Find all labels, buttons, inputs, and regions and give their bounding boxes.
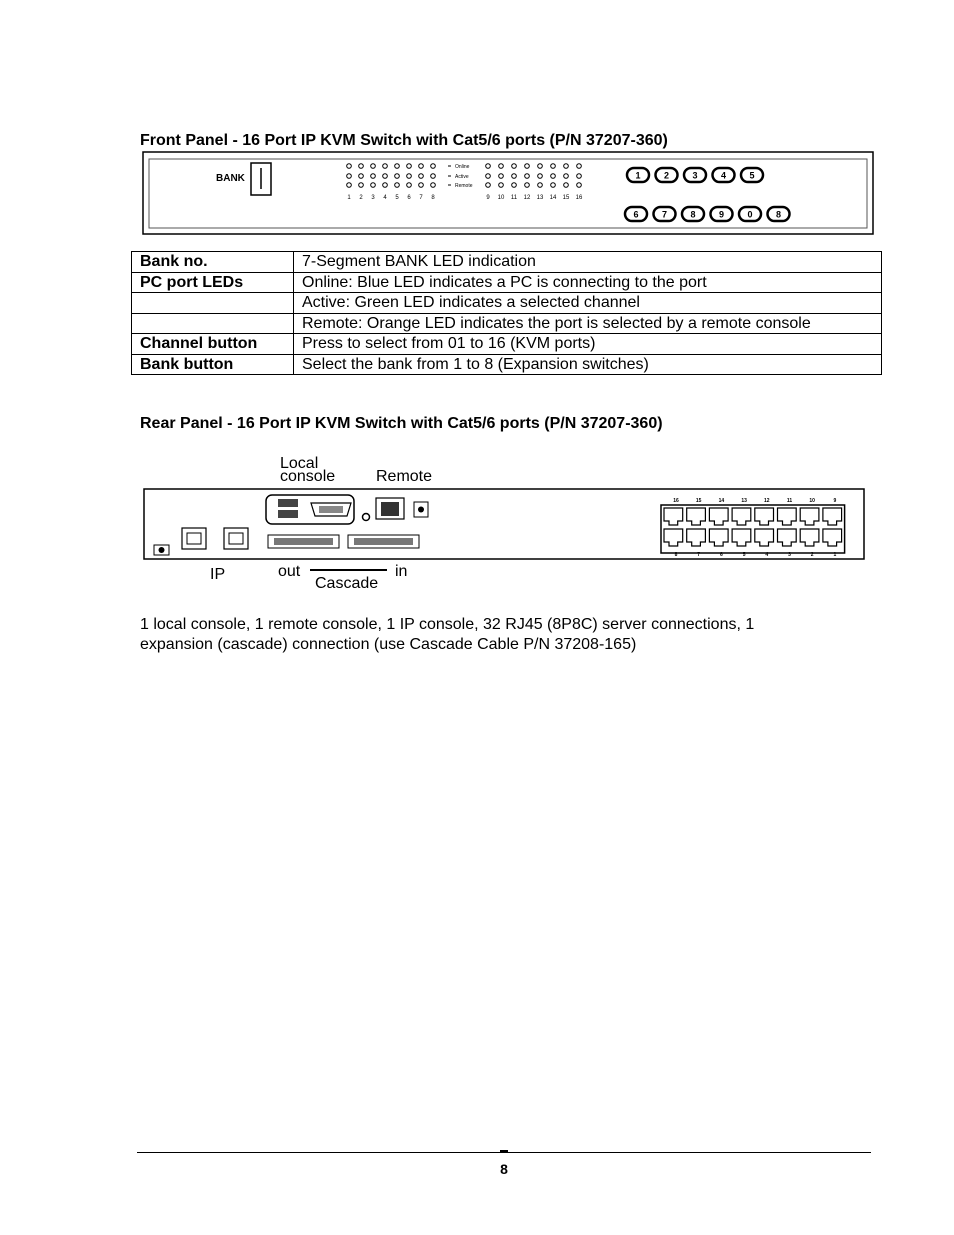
led-icon [564,164,569,169]
led-icon [407,183,412,188]
led-icon [525,164,530,169]
led-icon [538,174,543,179]
channel-button[interactable] [739,207,761,221]
led-icon [371,164,376,169]
led-icon [431,183,436,188]
led-icon [486,174,491,179]
channel-button-label: 5 [749,170,755,181]
led-icon [486,164,491,169]
spec-description: Select the bank from 1 to 8 (Expansion switches) [294,354,882,375]
local-console-ports [266,495,354,524]
led-icon [395,183,400,188]
server-port-number: 2 [810,552,814,558]
led-icon [512,183,517,188]
port-number: 16 [575,195,583,201]
led-icon [564,183,569,188]
led-icon [359,183,364,188]
port-number: 3 [371,195,375,201]
led-icon [551,183,556,188]
port-number: 12 [523,195,531,201]
server-port-number: 9 [833,498,837,504]
channel-button[interactable] [741,168,763,182]
rear-panel-heading: Rear Panel - 16 Port IP KVM Switch with Cat5/6 ports (P/N 37207-360) [140,415,663,432]
channel-button-label: 2 [663,170,670,181]
server-port-number: 15 [695,498,702,504]
led-icon [407,174,412,179]
led-icon [538,183,543,188]
led-icon [499,174,504,179]
cascade-in-connector [348,535,419,548]
spec-row [132,293,882,314]
spec-term: Channel button [132,334,294,355]
channel-button[interactable] [711,207,733,221]
spec-row [132,313,882,334]
led-indicator-icon [363,514,370,521]
led-icon [395,174,400,179]
led-icon [486,183,491,188]
led-icon [347,164,352,169]
cascade-in-label: in [395,563,408,580]
server-port-number: 11 [786,498,793,504]
led-icon [383,174,388,179]
ip-port-icon [182,528,206,549]
port-number: 1 [347,195,351,201]
led-icon [383,164,388,169]
led-icon [564,174,569,179]
led-icon [347,183,352,188]
channel-button[interactable] [627,168,649,182]
channel-button-label: 6 [633,209,639,220]
port-number: 4 [383,195,387,201]
page-number: 8 [500,1161,508,1177]
channel-button-label: 8 [690,209,696,220]
port-number: 8 [431,195,435,201]
channel-button-label: 4 [720,170,727,181]
channel-button[interactable] [625,207,647,221]
port-number: 11 [510,195,518,201]
led-icon [407,164,412,169]
led-icon [525,183,530,188]
led-icon [525,174,530,179]
led-row-label: Remote [455,183,473,189]
cascade-out-label: out [278,563,301,580]
spec-term [132,313,294,334]
spec-row [132,354,882,375]
server-port-number: 7 [697,552,701,558]
server-port-number: 8 [674,552,678,558]
cascade-bracket-line [310,569,387,571]
cascade-out-connector [268,535,339,548]
led-icon [577,183,582,188]
led-icon [551,164,556,169]
server-port-number: 14 [718,498,725,504]
led-icon [577,174,582,179]
remote-port-icon [376,498,404,519]
server-port-number: 4 [765,552,769,558]
channel-button-label: 1 [635,170,641,181]
server-port-number: 5 [742,552,746,558]
port-number: 10 [497,195,505,201]
channel-button[interactable] [654,207,676,221]
server-port-number: 12 [764,498,770,504]
spec-description: Press to select from 01 to 16 (KVM ports) [294,334,882,355]
port-number: 13 [536,195,544,201]
led-icon [371,174,376,179]
footer-rule [137,1152,871,1153]
led-row-label: Online [455,164,470,170]
port-number: 9 [486,195,490,201]
spec-row [132,334,882,355]
spec-term [132,293,294,314]
channel-button-label: 8 [775,209,782,220]
led-icon [395,164,400,169]
led-icon [512,164,517,169]
server-port-number: 13 [741,498,747,504]
server-port-block [661,498,845,558]
led-icon [577,164,582,169]
front-panel-diagram [142,151,874,235]
spec-term: Bank no. [132,252,294,273]
led-icon [419,164,424,169]
spec-description: Remote: Orange LED indicates the port is selected by a remote console [294,313,882,334]
led-icon [347,174,352,179]
spec-description: Active: Green LED indicates a selected channel [294,293,882,314]
server-port-number: 10 [809,498,815,504]
channel-button[interactable] [682,207,704,221]
led-icon [512,174,517,179]
led-icon [419,183,424,188]
channel-button-label: 7 [661,209,668,220]
channel-button[interactable] [656,168,678,182]
channel-button[interactable] [768,207,790,221]
port-number: 14 [549,195,557,201]
remote-label: Remote [376,468,433,485]
local-console-label-line2: console [280,468,336,485]
server-port-number: 16 [673,498,679,504]
server-port-number: 6 [720,552,723,558]
cascade-label: Cascade [315,575,379,592]
spec-description: 7-Segment BANK LED indication [294,252,882,273]
channel-button[interactable] [684,168,706,182]
led-icon [371,183,376,188]
spec-description: Online: Blue LED indicates a PC is connecting to the port [294,272,882,293]
ip-port-icon [224,528,248,549]
front-panel-heading: Front Panel - 16 Port IP KVM Switch with Cat5/6 ports (P/N 37207-360) [140,132,668,149]
spec-term: Bank button [132,354,294,375]
port-number: 7 [419,195,423,201]
led-icon [359,174,364,179]
spec-term: PC port LEDs [132,272,294,293]
led-icon [431,164,436,169]
bank-label: BANK [216,173,245,184]
ip-label: IP [210,566,226,583]
channel-button[interactable] [713,168,735,182]
server-port-number: 3 [788,552,791,558]
spec-row [132,252,882,273]
led-icon [431,174,436,179]
led-icon [499,164,504,169]
local-console-label-line1: Local [280,455,319,472]
spec-row [132,272,882,293]
port-number: 6 [407,195,411,201]
ground-screw-icon [154,545,169,555]
rear-panel-diagram [143,488,866,561]
front-panel-spec-table [131,251,882,375]
port-number: 5 [395,195,399,201]
channel-button-label: 0 [747,209,753,220]
led-icon [551,174,556,179]
led-icon [419,174,424,179]
server-port-number: 1 [833,552,837,558]
led-row-label: Active [455,174,469,180]
led-icon [359,164,364,169]
led-icon [499,183,504,188]
channel-button-label: 3 [692,170,698,181]
port-number: 15 [562,195,570,201]
port-number: 2 [359,195,363,201]
power-jack-icon [414,502,428,517]
led-icon [383,183,388,188]
channel-button-label: 9 [718,209,725,220]
rear-panel-description: 1 local console, 1 remote console, 1 IP console, 32 RJ45 (8P8C) server connections, 1 expansion (cascade) connection (use Cascade Cable P/N 37208-165) [140,616,755,653]
led-icon [538,164,543,169]
